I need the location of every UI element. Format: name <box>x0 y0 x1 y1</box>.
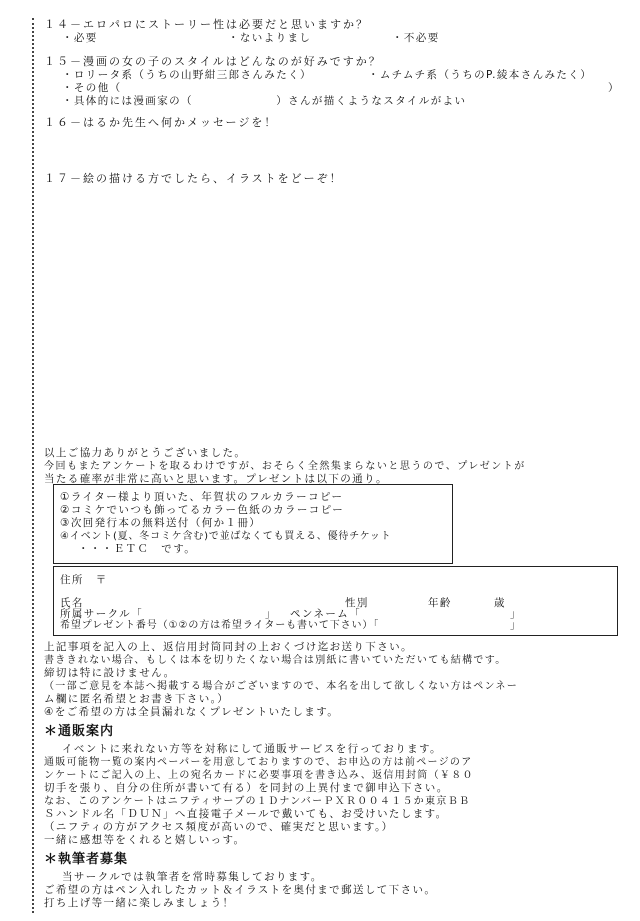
form-name-label: 氏名 <box>60 597 84 609</box>
mailorder-line-3: ンケートにご記入の上、上の宛名カードに必要事項を書き込み、返信用封筒（￥８０ <box>44 770 474 781</box>
present-item-1: ①ライター様より頂いた、年賀状のフルカラーコピー <box>60 491 344 503</box>
q15-option-lolita: ・ロリータ系（うちの山野紺三郎さんみたく） <box>62 69 312 81</box>
form-penname-close: 」 <box>510 608 522 620</box>
q15-option-other-close: ） <box>608 82 620 94</box>
present-item-5: ・・・ＥＴＣ です。 <box>78 543 197 555</box>
note-line-6: ④をご希望の方は全員漏れなくプレゼントいたします。 <box>44 706 340 718</box>
mailorder-line-1: イベントに来れない方等を対称にして通販サービスを行っております。 <box>62 743 442 755</box>
form-circle-close: 」 <box>265 608 277 620</box>
note-line-1: 上記事項を記入の上、返信用封筒同封の上おくづけ迄お送り下さい。 <box>44 641 413 653</box>
mailorder-line-8: 一緒に感想等をくれると嬉しいっす。 <box>44 834 246 846</box>
form-present-number-close: 」 <box>510 619 522 631</box>
form-penname-label: ペンネーム「 <box>290 608 362 620</box>
present-item-2: ②コミケでいつも飾ってるカラー色紙のカラーコピー <box>60 504 345 516</box>
writers-line-3: 打ち上げ等一緒に楽しみましょう！ <box>44 897 235 909</box>
present-item-4: ④イベント(夏、冬コミケ含む)で並ばなくても買える、優待チケット <box>60 531 392 542</box>
question-17-title: １７－絵の描ける方でしたら、イラストをどーぞ！ <box>44 172 343 185</box>
q15-option-specific-artist: ・具体的には漫画家の（ ）さんが描くようなスタイルがよい <box>62 95 467 107</box>
thanks-line-3: 当たる確率が非常に高いと思います。プレゼントは以下の通り。 <box>44 473 388 485</box>
form-address-label: 住所 〒 <box>60 574 108 586</box>
question-15-title: １５－漫画の女の子のスタイルはどんなのが好みですか？ <box>44 55 382 68</box>
form-age-label: 年齢 <box>428 597 452 609</box>
q14-option-better-than-none: ・ないよりまし <box>228 32 312 44</box>
note-line-3: 締切は特に設けません。 <box>44 667 176 679</box>
form-present-number-label: 希望プレゼント番号（①②の方は希望ライターも書いて下さい）「 <box>60 620 380 631</box>
note-line-2: 書ききれない場合、もしくは本を切りたくない場合は別紙に書いていただいても結構です。 <box>44 655 507 666</box>
q15-option-other: ・その他（ <box>62 82 122 94</box>
writers-line-1: 当サークルでは執筆者を常時募集しております。 <box>62 871 323 883</box>
form-circle-label: 所属サークル「 <box>60 608 143 620</box>
thanks-line-1: 以上ご協力ありがとうございました。 <box>44 447 247 459</box>
note-line-5: ム欄に匿名希望とお書き下さい。） <box>44 693 230 705</box>
mailorder-line-6: Ｓハンドル名「ＤＵＮ」へ直接電子メールで戴いても、お受けいたします。 <box>44 808 448 820</box>
mailorder-section-title: ＊通販案内 <box>44 724 115 739</box>
mailorder-line-7: （ニフティの方がアクセス頻度が高いので、確実だと思います。） <box>44 821 394 833</box>
form-age-unit: 歳 <box>494 597 506 609</box>
form-gender-label: 性別 <box>345 597 369 609</box>
writers-section-title: ＊執筆者募集 <box>44 852 129 867</box>
q15-option-muchimuchi: ・ムチムチ系（うちのP.綾本さんみたく） <box>368 69 593 81</box>
writers-line-2: ご希望の方はペン入れしたカット＆イラストを奥付まで郵送して下さい。 <box>44 884 437 896</box>
mailorder-line-4: 切手を張り、自分の住所が書いて有る）を同封の上異付まで御申込下さい。 <box>44 782 449 794</box>
present-item-3: ③次回発行本の無料送付（何か１冊） <box>60 517 262 529</box>
thanks-line-2: 今回もまたアンケートを取るわけですが、おそらく全然集まらないと思うので、プレゼントが <box>44 461 526 472</box>
mailorder-line-2: 通販可能物一覧の案内ペーパーを用意しておりますので、お申込の方は前ページのア <box>44 757 473 768</box>
note-line-4: （一部ご意見を本誌へ掲載する場合がございますので、本名を出して欲しくない方はペンネー <box>44 681 519 692</box>
question-14-title: １４－エロパロにストーリー性は必要だと思いますか？ <box>44 18 369 31</box>
question-16-title: １６－はるか先生へ何かメッセージを！ <box>44 116 278 129</box>
q14-option-necessary: ・必要 <box>62 32 98 44</box>
q14-option-unnecessary: ・不必要 <box>392 32 440 44</box>
mailorder-line-5: なお、このアンケートはニフティサーブの１ＤナンバーＰＸＲ００４１５か東京ＢＢ <box>44 796 471 807</box>
binding-margin-line <box>32 18 34 913</box>
